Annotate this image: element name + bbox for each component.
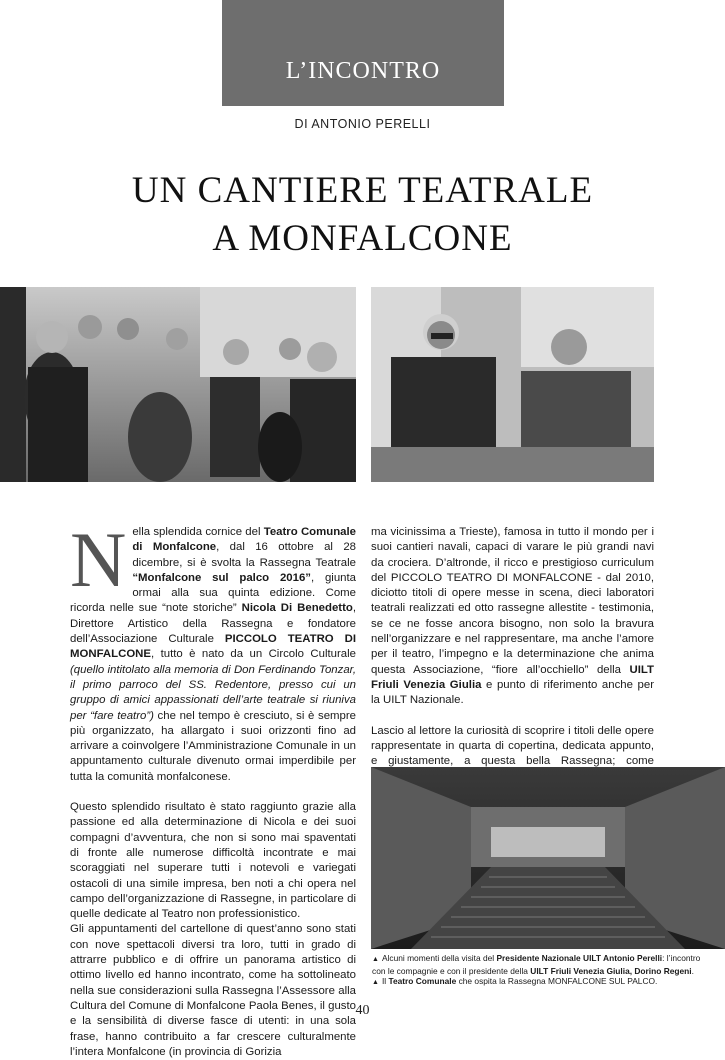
photo-caption [372,953,712,989]
text-run: (quello intitolato alla memoria di Don Ferdinando Tonzar, il primo parroco del SS. Redentore, presso cui un gruppo di amici appassionati dell’arte teatrale si riuniva per “fare teatro”) [70,663,356,722]
section-title: L’INCONTRO [285,58,441,84]
caption-2-runs [382,976,657,986]
article-title [0,167,725,263]
text-run: che nel tempo è cresciuto, si è sempre più organizzato, ha allargato i suoi orizzonti fino ad arrivare a coinvolgere l’Amministrazione Comunale in un appuntamento culturale divenuto ormai imperdibile per tutta la comunità monfalconese. [70,709,356,783]
text-run: PICCOLO TEATRO DI MONFALCONE [70,633,357,661]
text-run: Nicola Di Benedetto [241,602,353,615]
paragraph-3: Gli appuntamenti del cartellone di quest’anno sono stati con nove spettacoli diversi tra loro, tutti in grado di attrarre pubblico e di offrire un panorama artistico di ottimo livello ed hanno incontrato, come ha sottolineato nella sue considerazioni sulla Rassegna l’Assessore alla Cultura del Comune di Monfalcone Paola Benes, il gusto e la sensibilità di diverse fasce di utenti: in una sola frase, hanno contribuito a far crescere culturalmente l’intera Monfalcone (in provincia di Gorizia [70,923,356,1058]
text-run: Il [381,976,389,987]
text-run: , giunta ormai alla sua quinta edizione. Come ricorda nelle sue “note storiche” [70,571,356,615]
text-run: , tutto è nato da un Circolo Culturale [151,648,356,661]
text-run: , Direttore Artistico della Rassegna e fondatore dell’Associazione Culturale [70,602,356,646]
column-right [371,525,654,800]
text-run: Teatro Comunale di Monfalcone [132,526,357,554]
photo-theater [371,767,725,949]
text-run: . [691,965,694,976]
paragraph-2: Questo splendido risultato è stato raggiunto grazie alla passione ed alla determinazione di Nicola e dei suoi compagni d’avventura, che non si sono mai spaventati di fronte alle numerose difficoltà incontrate e mai scoraggiati nel superare tutti i notevoli e variegati ostacoli di una simile impresa, ben noti a chi opera nel campo dell’organizzazione di Rassegne, in particolare di quelle dedicate al Teatro non professionistico. [70,801,356,921]
text-run: Presidente Nazionale UILT Antonio Perelli [496,953,663,963]
photo-audience [0,287,356,482]
p4-runs [371,526,654,706]
text-run: “Monfalcone sul palco 2016” [132,571,311,584]
title-line-2: A MONFALCONE [212,218,513,259]
title-line-1: UN CANTIERE TEATRALE [131,170,594,211]
triangle-up-icon: ▲ [372,956,379,963]
text-run: e punto di riferimento anche per la UILT Nazionale. [371,678,654,707]
text-run: Teatro Comunale [388,976,457,987]
byline: DI ANTONIO PERELLI [294,117,431,131]
section-header [222,0,504,106]
text-run: , dal 16 ottobre al 28 dicembre, si è svolta la Rassegna Teatrale [132,541,356,569]
text-run: UILT Friuli Venezia Giulia [371,663,654,691]
text-run: che ospita la Rassegna MONFALCONE SUL PALCO. [456,976,658,987]
text-run: : l’incontro con le compagnie e con il presidente della [372,953,701,976]
caption-line-1 [372,953,712,976]
paragraph-1 [70,516,357,785]
text-run: UILT Friuli Venezia Giulia, Dorino Regeni [530,965,692,976]
text-run: ella splendida cornice del [132,526,264,538]
paragraph-4 [371,525,654,709]
caption-line-2 [372,976,712,989]
paragraph-5: Lascio al lettore la curiosità di scoprire i titoli delle opere rappresentate in quarta di copertina, dedicata appunto, e giustamente, a questa bella Rassegna; come [371,724,654,768]
drop-cap: N [70,516,127,603]
text-run: Alcuni momenti della visita del [381,953,497,963]
triangle-up-icon: ▲ [372,979,379,987]
text-run: ma vicinissima a Trieste), famosa in tutto il mondo per i suoi cantieri navali, capaci di varare le più grandi navi da crociera. D’altronde, il ricco e prestigioso curriculum del PICCOLO TEATRO DI MONFALCONE - dal 2010, diciotto titoli di opere messe in scena, dieci laboratori teatrali realizzati ed otto rassegne allestite - testimonia, se ce ne fosse ancora bisogno, non solo la bravura nell’organizzare e nel rappresentare, ma anche l’amore per il teatro, l’impegno e la determinazione che anima questa Associazione, “fiore all’occhiello” della [371,526,654,676]
page-number: 40 [355,1003,370,1018]
column-left [70,516,357,1060]
photo-meeting [371,287,654,482]
caption-1-runs [372,953,700,976]
